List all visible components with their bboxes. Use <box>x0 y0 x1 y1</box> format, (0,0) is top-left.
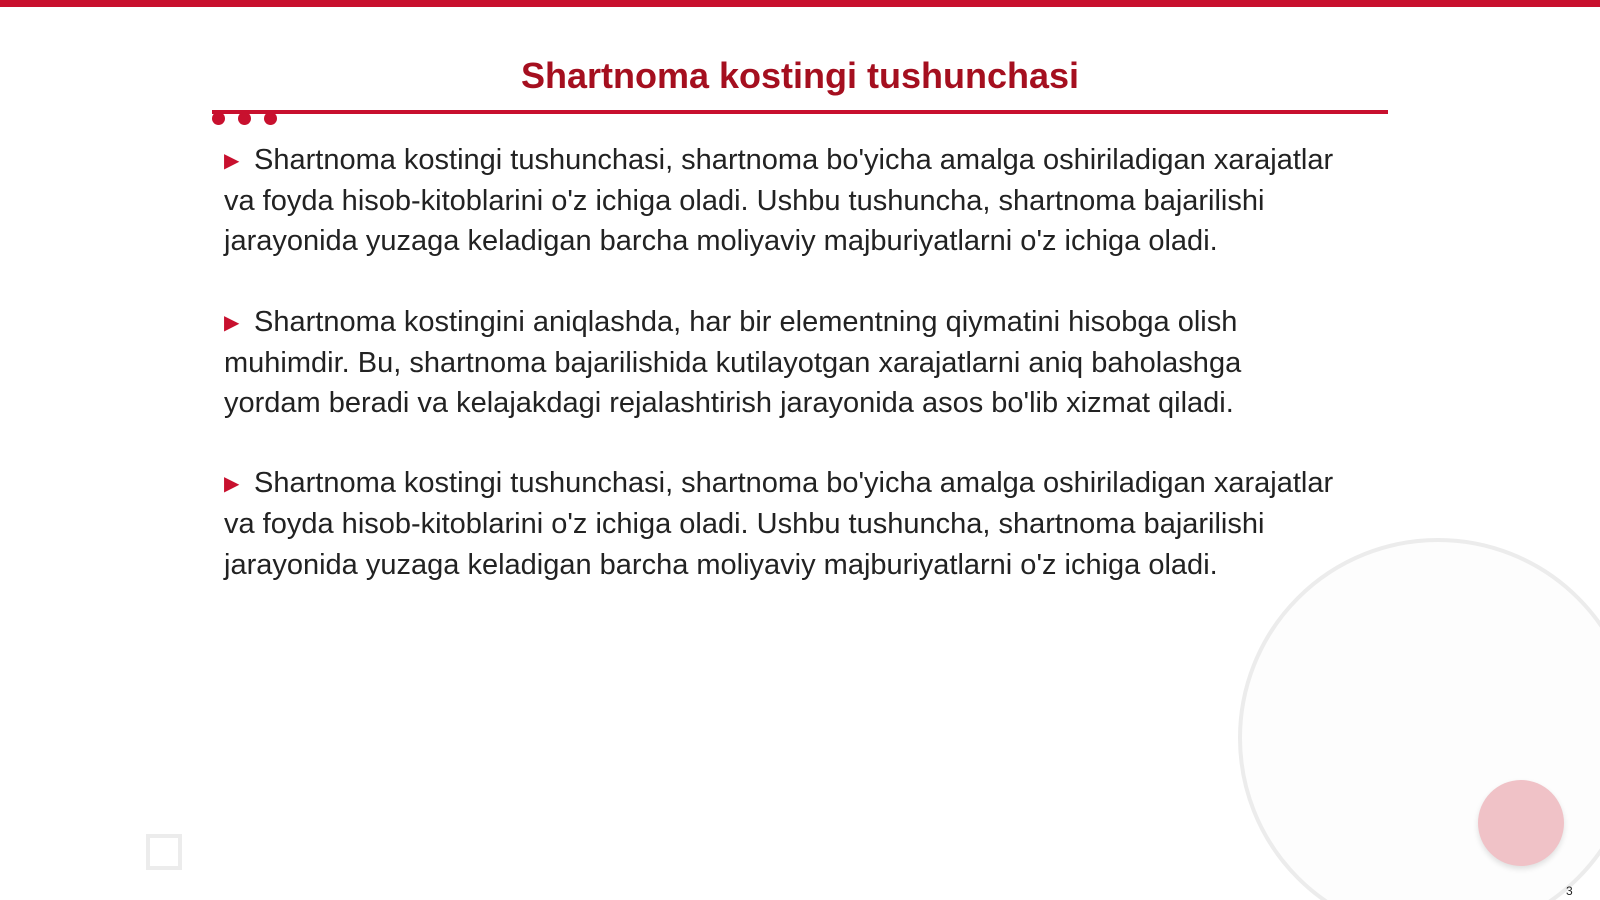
decorative-dot <box>1478 780 1564 866</box>
triangle-right-icon: ▶ <box>224 473 240 496</box>
paragraph-text: Shartnoma kostingi tushunchasi, shartnoma bo'yicha amalga oshiriladigan xarajatlar va foyda hisob-kitoblarini o'z ichiga oladi. Ushbu tushuncha, shartnoma bajarilishi jarayonida yuzaga keladigan barcha moliyaviy majburiyatlarni o'z ichiga oladi. <box>224 467 1334 581</box>
title-underline <box>212 110 1388 114</box>
page-number: 3 <box>1566 884 1573 898</box>
triangle-right-icon: ▶ <box>224 150 240 172</box>
slide-body <box>224 140 1334 625</box>
bullet-paragraph <box>224 302 1334 424</box>
underline-dot <box>212 112 225 125</box>
triangle-right-icon: ▶ <box>224 311 240 334</box>
paragraph-text: Shartnoma kostingi tushunchasi, shartnoma bo'yicha amalga oshiriladigan xarajatlar va foyda hisob-kitoblarini o'z ichiga oladi. Ushbu tushuncha, shartnoma bajarilishi jarayonida yuzaga keladigan barcha moliyaviy majburiyatlarni o'z ichiga oladi. <box>224 144 1334 258</box>
decorative-square <box>146 834 182 870</box>
underline-dot <box>264 112 277 125</box>
bullet-paragraph <box>224 463 1334 585</box>
paragraph-text: Shartnoma kostingini aniqlashda, har bir elementning qiymatini hisobga olish muhimdir. Bu, shartnoma bajarilishida kutilayotgan xarajatlarni aniq baholashga yordam beradi va kelajakdagi rejalashtirish jarayonida asos bo'lib xizmat qiladi. <box>224 305 1242 420</box>
bullet-paragraph <box>224 140 1334 262</box>
top-accent-bar <box>0 0 1600 7</box>
slide-title: Shartnoma kostingi tushunchasi <box>520 55 1080 96</box>
underline-dot <box>238 112 251 125</box>
